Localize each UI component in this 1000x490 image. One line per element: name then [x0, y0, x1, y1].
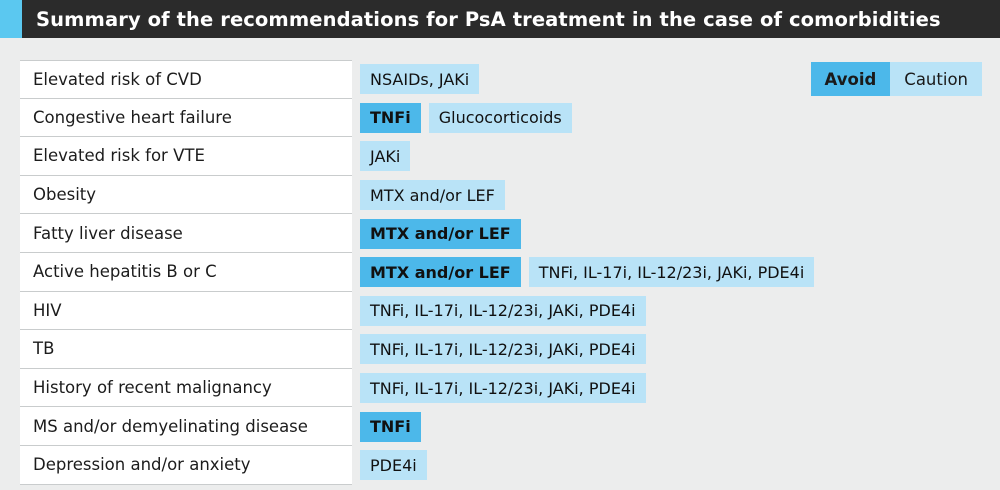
comorbidity-label: Elevated risk for VTE — [20, 137, 352, 176]
treatment-chip-caution: PDE4i — [360, 450, 427, 480]
table-row — [20, 214, 980, 253]
table-row — [20, 176, 980, 215]
treatment-chip-avoid: TNFi — [360, 412, 421, 442]
table-row — [20, 137, 980, 176]
header-accent-bar — [0, 0, 22, 38]
treatment-chip-caution: TNFi, IL-17i, IL-12/23i, JAKi, PDE4i — [360, 334, 646, 364]
treatment-chip-group — [352, 369, 980, 408]
treatment-chip-caution: NSAIDs, JAKi — [360, 64, 479, 94]
treatment-chip-caution: TNFi, IL-17i, IL-12/23i, JAKi, PDE4i — [360, 373, 646, 403]
treatment-chip-group — [352, 176, 980, 215]
treatment-chip-caution: TNFi, IL-17i, IL-12/23i, JAKi, PDE4i — [360, 296, 646, 326]
treatment-chip-group — [352, 60, 980, 99]
table-row — [20, 60, 980, 99]
table-row — [20, 407, 980, 446]
comorbidity-label: Congestive heart failure — [20, 99, 352, 138]
treatment-chip-caution: JAKi — [360, 141, 410, 171]
treatment-chip-group — [352, 99, 980, 138]
treatment-chip-group — [352, 446, 980, 485]
legend-avoid: Avoid — [811, 62, 891, 96]
comorbidity-label: TB — [20, 330, 352, 369]
comorbidity-label: MS and/or demyelinating disease — [20, 407, 352, 446]
comorbidity-label: History of recent malignancy — [20, 369, 352, 408]
treatment-chip-group — [352, 214, 980, 253]
treatment-chip-avoid: MTX and/or LEF — [360, 219, 521, 249]
comorbidity-label: Depression and/or anxiety — [20, 446, 352, 485]
treatment-chip-group — [352, 253, 980, 292]
treatment-chip-avoid: TNFi — [360, 103, 421, 133]
treatment-chip-caution: TNFi, IL-17i, IL-12/23i, JAKi, PDE4i — [529, 257, 815, 287]
comorbidity-label: Active hepatitis B or C — [20, 253, 352, 292]
table-row — [20, 446, 980, 485]
legend-caution: Caution — [890, 62, 982, 96]
comorbidity-label: Obesity — [20, 176, 352, 215]
table-row — [20, 253, 980, 292]
figure-header — [0, 0, 1000, 38]
treatment-chip-caution: Glucocorticoids — [429, 103, 572, 133]
table-row — [20, 292, 980, 331]
comorbidity-label: HIV — [20, 292, 352, 331]
comorbidity-label: Elevated risk of CVD — [20, 60, 352, 99]
treatment-chip-group — [352, 292, 980, 331]
treatment-chip-avoid: MTX and/or LEF — [360, 257, 521, 287]
comorbidity-table — [20, 60, 980, 485]
treatment-chip-group — [352, 330, 980, 369]
treatment-chip-group — [352, 407, 980, 446]
table-row — [20, 369, 980, 408]
table-row — [20, 99, 980, 138]
treatment-chip-group — [352, 137, 980, 176]
comorbidity-label: Fatty liver disease — [20, 214, 352, 253]
treatment-chip-caution: MTX and/or LEF — [360, 180, 505, 210]
figure-title: Summary of the recommendations for PsA treatment in the case of comorbidities — [22, 0, 1000, 38]
table-row — [20, 330, 980, 369]
